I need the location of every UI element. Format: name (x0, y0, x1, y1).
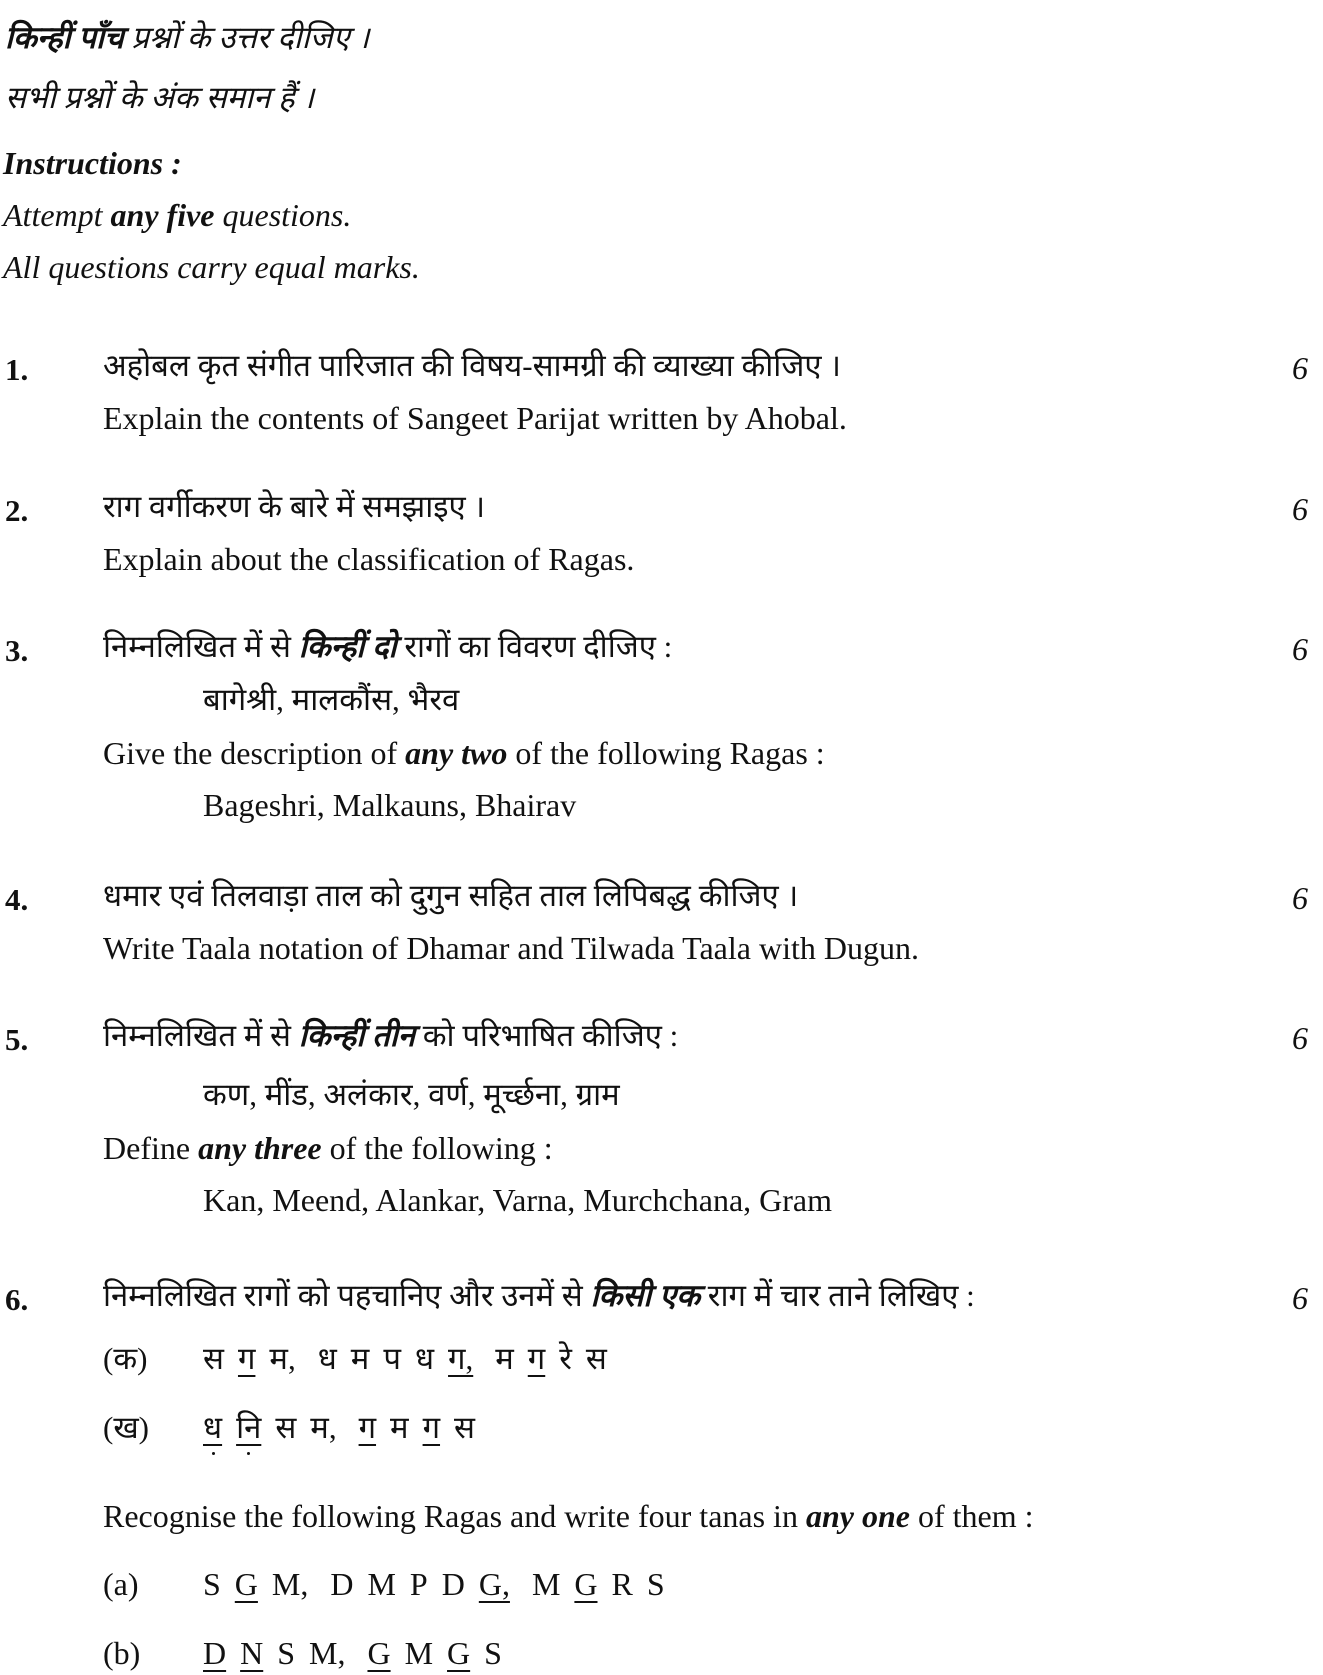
question-hindi-post: को परिभाषित कीजिए : (414, 1018, 679, 1053)
note: D (330, 1566, 354, 1602)
question-hindi-pre: निम्नलिखित रागों को पहचानिए और उनमें से (103, 1278, 591, 1313)
question-english-pre: Recognise the following Ragas and write four tanas in (103, 1498, 806, 1534)
question-hindi-list: कण, मींड, अलंकार, वर्ण, मूर्च्छना, ग्राम (203, 1077, 620, 1112)
hindi-instruction-2: सभी प्रश्नों के अंक समान हैं । (5, 80, 315, 115)
note: S (277, 1635, 296, 1671)
note: म (390, 1410, 409, 1445)
question-hindi (103, 631, 672, 662)
item-label: (a) (103, 1566, 139, 1602)
note: ध (414, 1341, 435, 1376)
note: D (441, 1566, 465, 1602)
question-number: 3. (5, 633, 29, 668)
question-english-bold: any three (198, 1130, 322, 1166)
question-english-post: of the following : (321, 1130, 553, 1166)
question-marks: 6 (1292, 631, 1308, 667)
hindi-instruction-1-bold: किन्हीं पाँच (5, 20, 124, 55)
question-hindi (103, 1280, 975, 1311)
notation-hindi-a (103, 1343, 621, 1374)
question-english-bold: any two (405, 735, 508, 771)
note: M, (271, 1566, 309, 1602)
note: प (383, 1341, 401, 1376)
instruction-1-post: questions. (214, 197, 352, 233)
question-hindi: धमार एवं तिलवाड़ा ताल को दुगुन सहित ताल लिपिबद्ध कीजिए । (103, 878, 799, 913)
note: म, (269, 1341, 296, 1376)
note: M (367, 1566, 396, 1602)
note-komal: ग (527, 1341, 546, 1376)
question-english: Explain about the classification of Ragas. (103, 541, 635, 577)
notation-english-b (103, 1637, 516, 1669)
question-marks: 6 (1292, 880, 1308, 916)
note-komal-mandra: ध (203, 1410, 223, 1445)
note-komal: G, (478, 1566, 510, 1602)
note-komal: G (367, 1635, 391, 1671)
note: स (585, 1341, 607, 1376)
question-hindi: राग वर्गीकरण के बारे में समझाइए । (103, 489, 486, 524)
question-english-post: of them : (909, 1498, 1034, 1534)
question-number: 5. (5, 1022, 29, 1057)
note-komal: G (447, 1635, 471, 1671)
question-english (103, 1500, 1033, 1532)
hindi-instruction-1 (5, 22, 369, 53)
question-hindi (103, 1020, 678, 1051)
note: S (484, 1635, 502, 1671)
note-komal: ग, (448, 1341, 474, 1376)
note: म (350, 1341, 370, 1376)
note-komal: ग (358, 1410, 377, 1445)
item-label: (b) (103, 1635, 141, 1671)
instruction-1 (3, 199, 351, 231)
question-english-list: Kan, Meend, Alankar, Varna, Murchchana, Gram (203, 1182, 833, 1218)
question-number: 1. (5, 352, 29, 387)
note: स (275, 1410, 297, 1445)
question-english-list: Bageshri, Malkauns, Bhairav (203, 787, 577, 823)
question-english-bold: any one (805, 1498, 910, 1534)
question-number: 6. (5, 1282, 29, 1317)
question-hindi-bold: किन्हीं तीन (298, 1018, 415, 1053)
question-marks: 6 (1292, 350, 1308, 386)
note-komal: ग (237, 1341, 256, 1376)
note: स (203, 1341, 224, 1376)
notation-hindi-b (103, 1412, 489, 1443)
note: म, (310, 1410, 337, 1445)
note-komal: D (203, 1635, 227, 1671)
question-hindi-post: रागों का विवरण दीजिए : (396, 629, 673, 664)
question-hindi: अहोबल कृत संगीत पारिजात की विषय-सामग्री की व्याख्या कीजिए । (103, 348, 841, 383)
note: स (454, 1410, 475, 1445)
note: M (531, 1566, 561, 1602)
note-komal: ग (422, 1410, 441, 1445)
note-komal: G (234, 1566, 258, 1602)
question-marks: 6 (1292, 491, 1308, 527)
question-hindi-bold: किसी एक (590, 1278, 701, 1313)
question-english: Explain the contents of Sangeet Parijat written by Ahobal. (103, 400, 847, 436)
note: म (495, 1341, 514, 1376)
question-english: Write Taala notation of Dhamar and Tilwada Taala with Dugun. (103, 930, 919, 966)
note: P (409, 1566, 428, 1602)
question-number: 2. (5, 493, 29, 528)
note: S (203, 1566, 221, 1602)
question-hindi-pre: निम्नलिखित में से (103, 629, 299, 664)
question-hindi-post: राग में चार ताने लिखिए : (700, 1278, 975, 1313)
question-english-pre: Define (103, 1130, 199, 1166)
note: रे (559, 1341, 572, 1376)
hindi-instruction-1-rest: प्रश्नों के उत्तर दीजिए । (123, 20, 370, 55)
item-label: (क) (103, 1341, 148, 1376)
question-number: 4. (5, 882, 29, 917)
note: ध (317, 1341, 337, 1376)
question-english-pre: Give the description of (103, 735, 406, 771)
notation-english-a (103, 1568, 679, 1600)
question-hindi-list: बागेश्री, मालकौंस, भैरव (203, 682, 460, 717)
note: M, (309, 1635, 346, 1671)
note: M (404, 1635, 434, 1671)
question-marks: 6 (1292, 1020, 1308, 1056)
item-label: (ख) (103, 1410, 150, 1445)
question-english (103, 737, 825, 769)
note: S (646, 1566, 665, 1602)
instructions-title: Instructions : (3, 145, 182, 181)
note-komal: G (574, 1566, 598, 1602)
instruction-2: All questions carry equal marks. (3, 249, 420, 285)
question-hindi-bold: किन्हीं दो (298, 629, 397, 664)
note: R (611, 1566, 633, 1602)
note-komal: N (240, 1635, 264, 1671)
instruction-1-bold: any five (110, 197, 215, 233)
note-komal-mandra: नि (236, 1410, 262, 1445)
question-marks: 6 (1292, 1280, 1308, 1316)
question-hindi-pre: निम्नलिखित में से (103, 1018, 299, 1053)
instruction-1-pre: Attempt (3, 197, 111, 233)
question-english (103, 1132, 553, 1164)
question-english-post: of the following Ragas : (507, 735, 825, 771)
